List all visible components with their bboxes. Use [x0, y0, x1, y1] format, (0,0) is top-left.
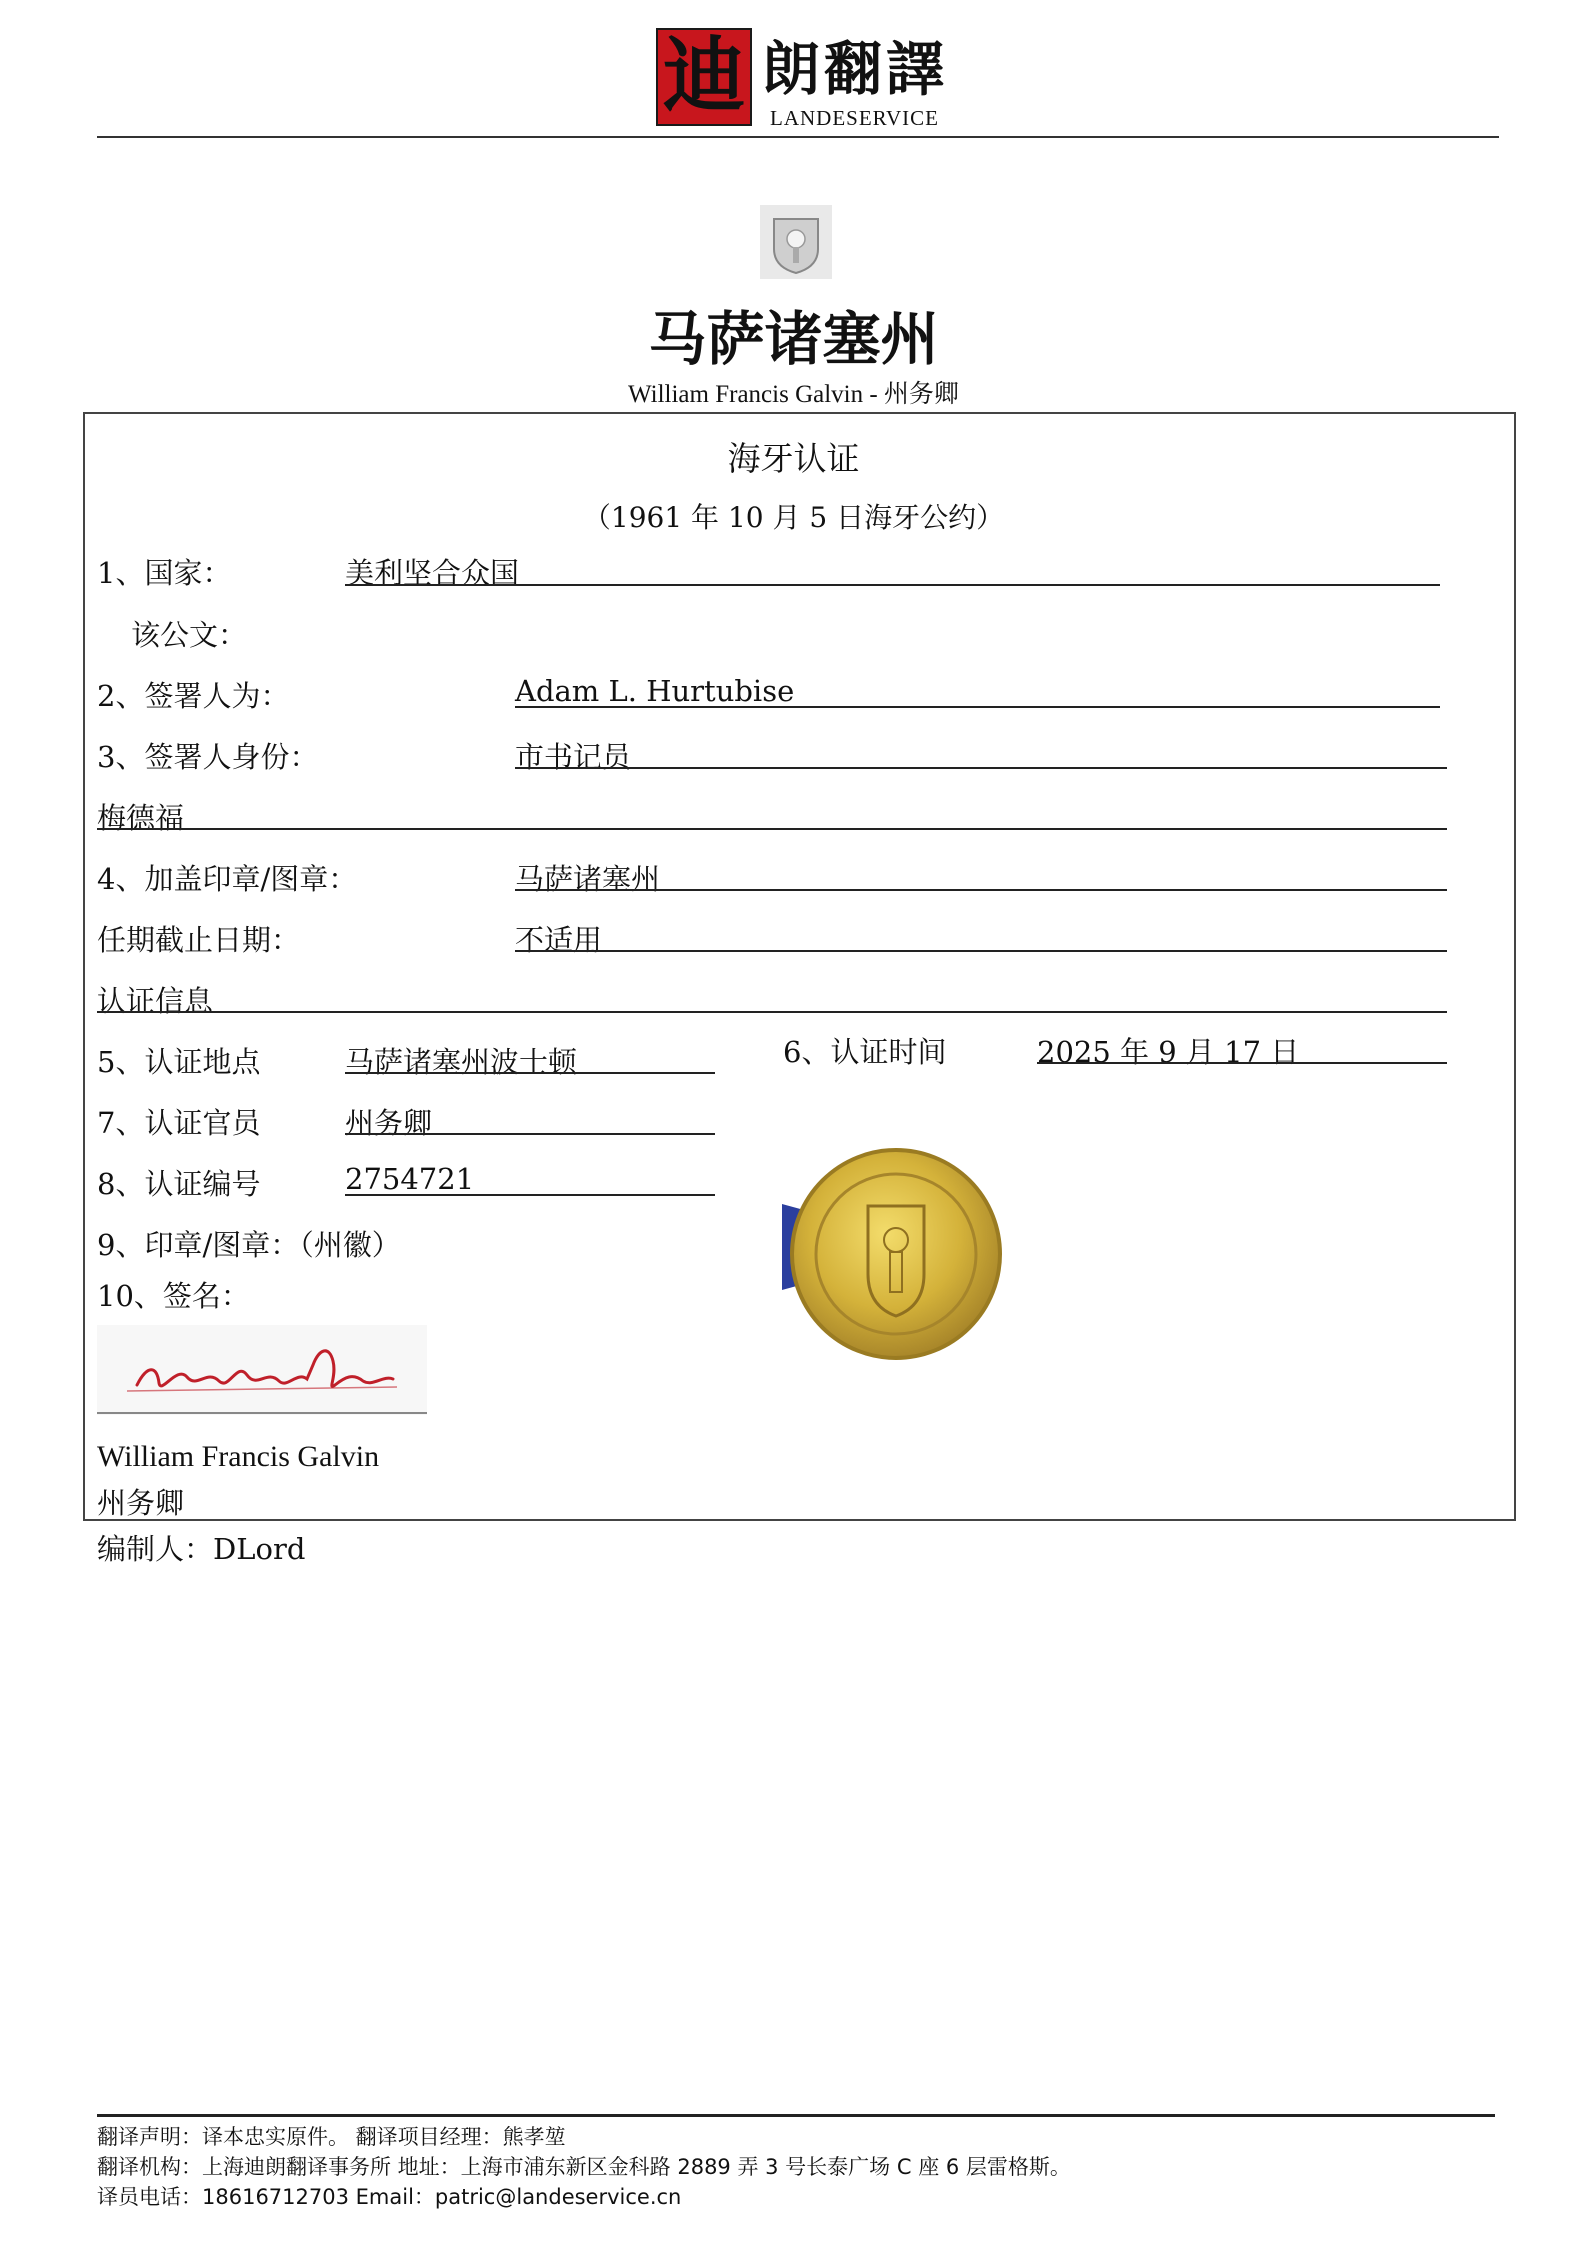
city-underline [97, 828, 1447, 830]
expiry-underline [515, 950, 1447, 952]
logo-mark: 迪 [656, 28, 752, 126]
state-subtitle: William Francis Galvin - 州务卿 [628, 381, 959, 408]
seal-underline [515, 889, 1447, 891]
number-underline [345, 1194, 715, 1196]
footer-declaration: 翻译声明：译本忠实原件。 翻译项目经理：熊孝堃 [97, 2125, 566, 2149]
signatory-name: William Francis Galvin [97, 1440, 380, 1473]
officer-value: 州务卿 [345, 1106, 433, 1140]
country-value: 美利坚合众国 [345, 556, 520, 590]
signature-underline [97, 1412, 427, 1414]
number-label: 8、认证编号 [97, 1167, 261, 1201]
country-label: 1、国家： [97, 556, 232, 590]
place-label: 5、认证地点 [97, 1045, 261, 1079]
signatory-title: 州务卿 [97, 1486, 185, 1520]
date-underline [1037, 1062, 1447, 1064]
signer-label: 2、签署人为： [97, 679, 290, 713]
logo-english: LANDESERVICE [770, 106, 939, 130]
stamp-label: 9、印章/图章：（州徽） [97, 1228, 401, 1262]
certified-heading: 认证信息 [97, 984, 214, 1018]
document-label: 该公文： [131, 618, 248, 652]
footer-contact: 译员电话：18616712703 Email：patric@landeservice.cn [97, 2185, 682, 2209]
officer-label: 7、认证官员 [97, 1106, 261, 1140]
place-value: 马萨诸塞州波士顿 [345, 1045, 578, 1079]
apostille-title: 海牙认证 [727, 439, 860, 478]
signer-value: Adam L. Hurtubise [515, 674, 795, 708]
state-emblem-icon [760, 205, 832, 279]
gold-state-seal-icon [782, 1134, 1006, 1366]
signature-label: 10、签名： [97, 1279, 250, 1313]
header-divider [97, 136, 1499, 138]
capacity-label: 3、签署人身份： [97, 740, 319, 774]
date-value: 2025 年 9 月 17 日 [1037, 1035, 1300, 1069]
footer-agency-address: 翻译机构：上海迪朗翻译事务所 地址：上海市浦东新区金科路 2889 弄 3 号长泰广场 C 座 6 层雷格斯。 [97, 2155, 1071, 2179]
capacity-underline [515, 767, 1447, 769]
capacity-value: 市书记员 [515, 740, 632, 774]
handwritten-signature-icon [97, 1325, 427, 1415]
signer-underline [515, 706, 1440, 708]
country-underline [345, 584, 1440, 586]
state-title: 马萨诸塞州 [648, 305, 939, 373]
logo-name: 朗翻譯 [762, 35, 949, 103]
expiry-value: 不适用 [515, 923, 603, 957]
officer-underline [345, 1133, 715, 1135]
footer-divider [97, 2114, 1495, 2117]
expiry-label: 任期截止日期： [97, 923, 301, 957]
number-value: 2754721 [345, 1162, 475, 1196]
certified-underline [97, 1011, 1447, 1013]
city-value: 梅德福 [97, 801, 185, 835]
place-underline [345, 1072, 715, 1074]
date-label: 6、认证时间 [783, 1035, 947, 1069]
prepared-by: 编制人：DLord [97, 1532, 306, 1566]
seal-value: 马萨诸塞州 [515, 862, 661, 896]
seal-label: 4、加盖印章/图章： [97, 862, 358, 896]
apostille-subtitle: （1961 年 10 月 5 日海牙公约） [582, 501, 1005, 534]
